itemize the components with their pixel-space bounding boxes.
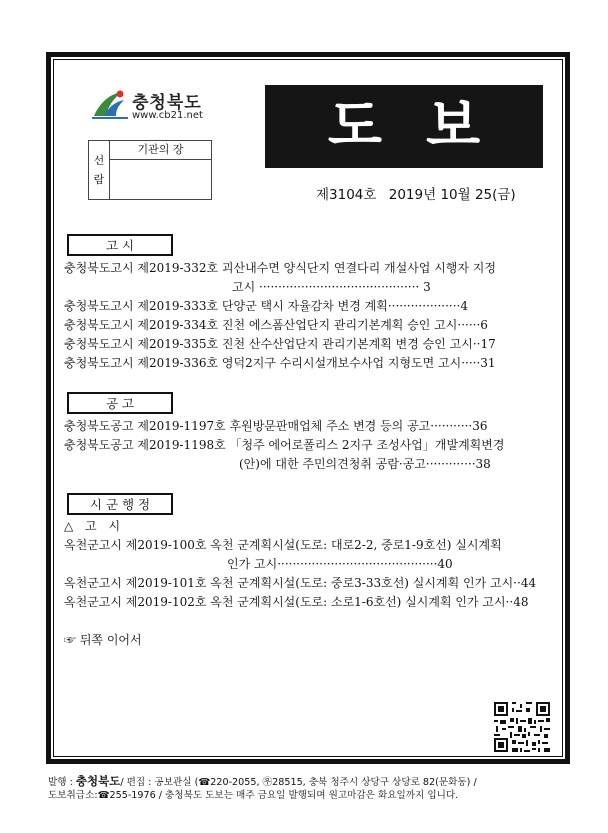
continue-note: ☞ 뒤쪽 이어서 (64, 633, 142, 647)
entry-code: 충청북도공고 제2019-1197호 (64, 419, 226, 433)
footer-line-1 (48, 775, 578, 789)
list-item-continuation[interactable]: (안)에 대한 주민의견청취 공람·공고·············38 (239, 457, 491, 471)
entry-title: 후원방문판매업체 주소 변경 등의 공고 (229, 419, 431, 433)
org-url[interactable]: www.cb21.net (132, 110, 203, 121)
routing-left-label-2: 람 (93, 173, 105, 186)
section-heading-gosi: 고 시 (67, 234, 173, 256)
entry-title: 「청주 에어로폴리스 2지구 조성사업」개발계획변경 (229, 438, 505, 452)
list-item[interactable] (64, 259, 542, 278)
list-item[interactable]: 충청북도고시 제2019-334호 진천 에스폼산업단지 관리기본계획 승인 고시······6 (64, 318, 488, 332)
entry-title: 단양군 택시 자율감차 변경 계획 (221, 299, 388, 313)
list-item-continuation[interactable]: 고시 ·········································· 3 (232, 280, 431, 294)
routing-left-label-1: 선 (93, 154, 105, 167)
list-item[interactable] (64, 536, 542, 555)
footer (48, 775, 578, 802)
entry-page: 4 (460, 299, 468, 313)
entry-title: 괴산내수면 양식단지 연결다리 개설사업 시행자 지정 (221, 261, 496, 275)
entry-page: 40 (437, 557, 453, 571)
routing-left-column (89, 141, 110, 199)
entry-code: 충청북도고시 제2019-333호 (64, 299, 219, 313)
qr-code-icon[interactable] (494, 702, 550, 752)
footer-prefix: 발행 : (48, 777, 76, 788)
entry-cont-text: 고시 (232, 280, 256, 294)
entry-title: 진천 에스폼산업단지 관리기본계획 승인 고시 (221, 318, 458, 332)
entry-page: 6 (480, 318, 488, 332)
entry-code: 옥천군고시 제2019-102호 (64, 595, 207, 609)
entry-title: 진천 산수산업단지 관리기본계획 변경 승인 고시 (221, 337, 473, 351)
issue-info (316, 183, 524, 203)
entry-cont-text: 인가 고시 (227, 557, 278, 571)
entry-page: 48 (513, 595, 529, 609)
issue-number: 제3104호 (316, 187, 377, 203)
list-item[interactable]: 충청북도공고 제2019-1197호 후원방문판매업체 주소 변경 등의 공고···········36 (64, 419, 488, 433)
entry-page: 44 (520, 576, 537, 590)
entry-title: 옥천 군계획시설(도로: 소로1-6호선) 실시계획 인가 고시 (210, 595, 506, 609)
entry-code: 충청북도공고 제2019-1198호 (64, 438, 226, 452)
page-title: 도보 (327, 93, 525, 159)
chungbuk-logo-icon (92, 88, 128, 120)
org-logo (92, 86, 232, 126)
entry-code: 충청북도고시 제2019-336호 (64, 356, 219, 370)
list-item[interactable] (64, 436, 542, 455)
list-item[interactable]: 충청북도고시 제2019-335호 진천 산수산업단지 관리기본계획 변경 승인 고시··17 (64, 337, 496, 351)
section-heading-gonggo: 공 고 (67, 392, 173, 414)
entry-page: 36 (472, 419, 488, 433)
entry-code: 충청북도고시 제2019-332호 (64, 261, 219, 275)
footer-line-2: 도보취급소:☎255-1976 / 충청북도 도보는 매주 금요일 발행되며 원고마감은 화요일까지 입니다. (48, 790, 459, 801)
title-banner (265, 85, 543, 168)
section-heading-sigun: 시 군 행 정 (67, 493, 173, 515)
routing-head-label: 기관의 장 (110, 141, 211, 160)
list-item[interactable]: 충청북도고시 제2019-333호 단양군 택시 자율감차 변경 계획···················4 (64, 299, 468, 313)
footer-org: 충청북도 (75, 774, 121, 788)
entry-code: 옥천군고시 제2019-101호 (64, 576, 207, 590)
org-name: 충청북도 (132, 93, 202, 113)
sub-heading-gosi: △ 고 시 (64, 519, 125, 533)
entry-page: 17 (480, 337, 496, 351)
entry-page: 31 (480, 356, 496, 370)
entry-title: 옥천 군계획시설(도로: 대로2-2, 중로1-9호선) 실시계획 (210, 538, 502, 552)
list-item-continuation[interactable]: 인가 고시··········································40 (227, 557, 453, 571)
entry-page: 38 (475, 457, 491, 471)
entry-title: 영덕2지구 수리시설개보수사업 지형도면 고시 (221, 356, 462, 370)
list-item[interactable]: 옥천군고시 제2019-102호 옥천 군계획시설(도로: 소로1-6호선) 실시계획 인가 고시··48 (64, 595, 529, 609)
issue-date: 2019년 10월 25(금) (388, 187, 516, 203)
entry-cont-text: (안)에 대한 주민의견청취 공람·공고 (239, 457, 426, 471)
entry-code: 충청북도고시 제2019-334호 (64, 318, 219, 332)
entry-code: 충청북도고시 제2019-335호 (64, 337, 219, 351)
entry-title: 옥천 군계획시설(도로: 중로3-33호선) 실시계획 인가 고시 (210, 576, 514, 590)
list-item[interactable]: 옥천군고시 제2019-101호 옥천 군계획시설(도로: 중로3-33호선) 실시계획 인가 고시··44 (64, 576, 537, 590)
footer-rest: / 편집 : 공보관실 (☎220-2055, ㉾28515, 충북 청주시 상당구 상당로 82(문화동) / (120, 777, 477, 788)
entry-page: 3 (423, 280, 431, 294)
entry-code: 옥천군고시 제2019-100호 (64, 538, 207, 552)
list-item[interactable]: 충청북도고시 제2019-336호 영덕2지구 수리시설개보수사업 지형도면 고시·····31 (64, 356, 496, 370)
routing-stamp-box (88, 140, 212, 200)
